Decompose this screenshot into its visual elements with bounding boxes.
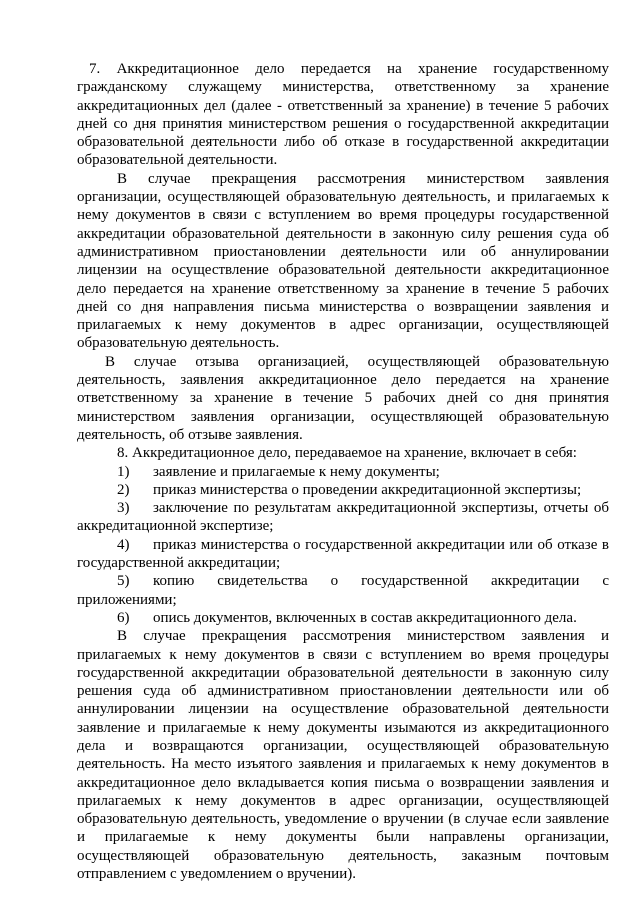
list-item-number: 2) [117, 481, 130, 498]
list-item-number: 5) [117, 573, 130, 590]
list-item-number: 6) [117, 609, 130, 626]
list-item-number: 3) [117, 500, 130, 517]
list-item-number: 4) [117, 536, 130, 553]
list-item-1 [77, 463, 609, 481]
paragraph-7: 7. Аккредитационное дело передается на хранение государственному гражданскому служащему министерства, ответственному за хранение аккредитационных дел (далее - ответственный за хранение) в течение 5 рабочих дней со дня принятия министерством решения о государственной аккредитации образовательной деятельности либо об отказе в государственной аккредитации образовательной деятельности. [77, 61, 609, 169]
list-item-text: приказ министерства о государственной аккредитации или об отказе в государственной аккредитации; [77, 536, 609, 572]
paragraph-termination: В случае прекращения рассмотрения министерством заявления организации, осуществляющей образовательную деятельность, и прилагаемых к нему документов в связи с вступлением во время процедуры государственной аккредитации образовательной деятельности в законную силу решения суда об административном приостановлении деятельности или об аннулировании лицензии на осуществление образовательной деятельности аккредитационное дело передается на хранение ответственному за хранение в течение 5 рабочих дней со дня направления письма министерства о возвращении заявления и прилагаемых к нему документов в адрес организации, осуществляющей образовательную деятельность. [77, 170, 609, 352]
list-item-6 [77, 609, 609, 627]
list-item-text: заключение по результатам аккредитационной экспертизы, отчеты об аккредитационной экспертизе; [77, 500, 609, 535]
list-item-text: приказ министерства о проведении аккредитационной экспертизы; [153, 481, 582, 498]
paragraph-withdrawal: В случае отзыва организацией, осуществляющей образовательную деятельность, заявления аккредитационное дело передается на хранение ответственному за хранение в течение 5 рабочих дней со дня принятия министерством заявления организации, осуществляющей образовательную деятельность, об отзыве заявления. [77, 353, 609, 443]
list-item-5 [77, 572, 609, 609]
paragraph-8: 8. Аккредитационное дело, передаваемое на хранение, включает в себя: [117, 445, 577, 462]
list-item-number: 1) [117, 463, 130, 480]
list-item-3 [77, 499, 609, 536]
paragraph-withdrawn-documents: В случае прекращения рассмотрения министерством заявления и прилагаемых к нему документов в связи с вступлением во время процедуры государственной аккредитации образовательной деятельности в законную силу решения суда об административном приостановлении деятельности или об аннулировании лицензии на осуществление образовательной деятельности заявление и прилагаемые к нему документы изымаются из аккредитационного дела и возвращаются организации, осуществляющей образовательную деятельность. На место изъятого заявления и прилагаемых к нему документов в аккредитационное дело вкладывается копия письма о возвращении заявления и прилагаемых к нему документов в адрес организации, осуществляющей образовательную деятельность, уведомление о вручении (в случае если заявление и прилагаемые к нему документы были направлены организации, осуществляющей образовательную деятельность, заказным почтовым отправлением с уведомлением о вручении). [77, 628, 609, 883]
list-item-text: опись документов, включенных в состав аккредитационного дела. [153, 609, 577, 626]
list-item-text: заявление и прилагаемые к нему документы; [153, 463, 440, 480]
list-item-2 [77, 481, 609, 499]
list-item-4 [77, 536, 609, 573]
list-item-text: копию свидетельства о государственной аккредитации с приложениями; [77, 573, 609, 608]
